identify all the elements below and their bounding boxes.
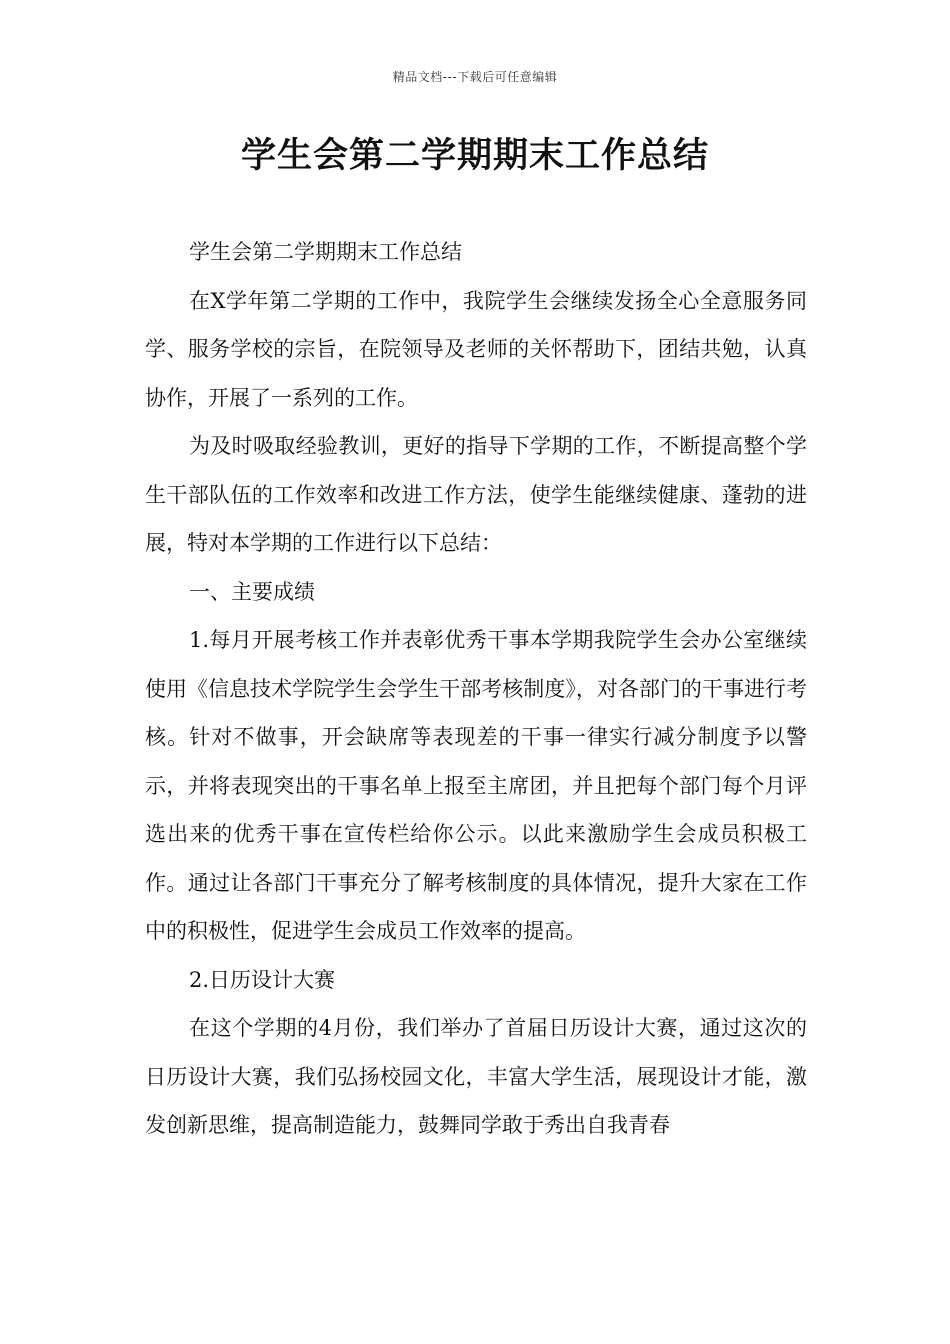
document-body xyxy=(145,228,807,1150)
header-note: 精品文档---下载后可任意编辑 xyxy=(392,70,558,84)
document-title: 学生会第二学期期末工作总结 xyxy=(240,136,709,176)
subheading-calendar-contest: 2.日历设计大赛 xyxy=(189,967,336,992)
section-heading-achievements: 一、主要成绩 xyxy=(189,579,315,604)
paragraph-subtitle: 学生会第二学期期末工作总结 xyxy=(189,240,462,264)
paragraph-assessment: 1.每月开展考核工作并表彰优秀干事本学期我院学生会办公室继续使用《信息技术学院学生会学生干部考核制度》，对各部门的干事进行考核。针对不做事，开会缺席等表现差的干事一律实行减分制度予以警示，并将表现突出的干事名单上报至主席团，并且把每个部门每个月评选出来的优秀干事在宣传栏给你公示。以此来激励学生会成员积极工作。通过让各部门干事充分了解考核制度的具体情况，提升大家在工作中的积极性，促进学生会成员工作效率的提高。 xyxy=(145,628,807,943)
paragraph-intro: 在X学年第二学期的工作中，我院学生会继续发扬全心全意服务同学、服务学校的宗旨，在院领导及老师的关怀帮助下，团结共勉，认真协作，开展了一系列的工作。 xyxy=(145,288,807,410)
paragraph-purpose: 为及时吸取经验教训，更好的指导下学期的工作，不断提高整个学生干部队伍的工作效率和改进工作方法，使学生能继续健康、蓬勃的进展，特对本学期的工作进行以下总结： xyxy=(145,434,807,555)
paragraph-calendar-contest: 在这个学期的4月份，我们举办了首届日历设计大赛，通过这次的日历设计大赛，我们弘扬校园文化，丰富大学生活，展现设计才能，激发创新思维，提高制造能力，鼓舞同学敢于秀出自我青春 xyxy=(145,1016,807,1137)
